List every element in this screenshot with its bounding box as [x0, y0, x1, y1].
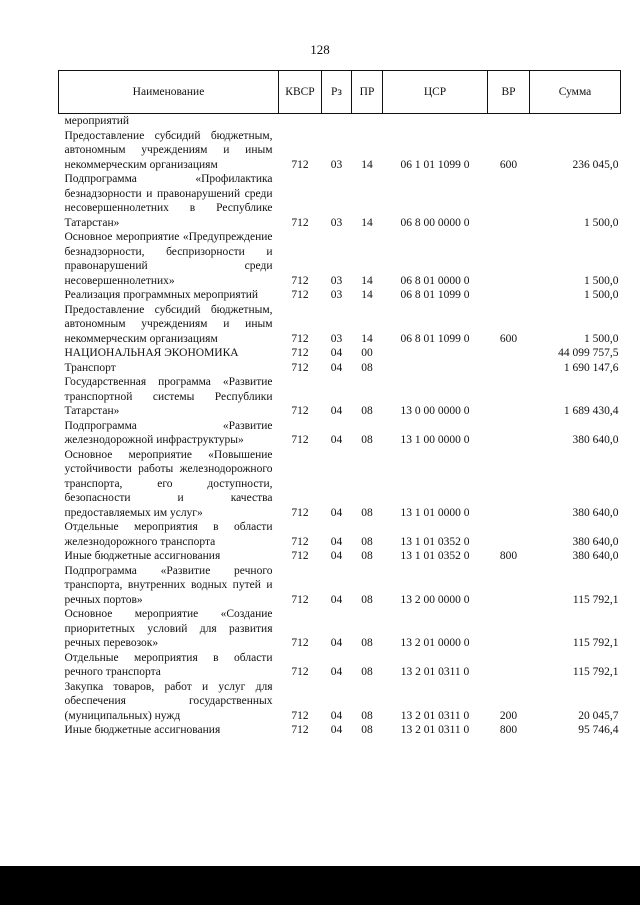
cell-kvsr: 712: [291, 434, 309, 446]
cell-rz: 03: [330, 216, 343, 229]
cell-pr: 08: [361, 593, 373, 606]
table-header: [59, 71, 621, 114]
table-row: [59, 114, 621, 129]
cell-vr: 200: [499, 709, 518, 722]
cell-sum: 380 640,0: [572, 550, 619, 562]
table-row: [59, 520, 621, 549]
cell-rz: 03: [330, 289, 343, 301]
cell-csr: 06 1 01 1099 0: [400, 158, 470, 171]
table-row: [59, 361, 621, 376]
cell-kvsr: 712: [291, 289, 309, 301]
cell-sum: 95 746,4: [578, 724, 619, 736]
cell-csr: 13 1 00 0000 0: [400, 434, 470, 446]
cell-name: Отдельные мероприятия в области железнодорожного транспорта: [64, 521, 273, 548]
cell-csr: 13 1 01 0000 0: [400, 506, 470, 519]
cell-pr: 08: [361, 434, 373, 446]
cell-rz: 03: [330, 158, 343, 171]
cell-pr: 08: [361, 535, 373, 548]
cell-pr: 00: [361, 347, 373, 359]
cell-sum: 1 500,0: [584, 274, 619, 287]
table-row: [59, 230, 621, 288]
cell-kvsr: 712: [291, 593, 309, 606]
cell-vr: [488, 114, 530, 129]
cell-rz: 04: [330, 666, 343, 678]
cell-csr: [383, 114, 488, 129]
cell-csr: 13 0 00 0000 0: [400, 405, 470, 417]
cell-pr: 08: [361, 666, 373, 678]
table-row: [59, 723, 621, 738]
cell-rz: 04: [330, 405, 343, 417]
cell-sum: 380 640,0: [572, 434, 619, 446]
cell-kvsr: 712: [291, 666, 309, 678]
header-vr: ВР: [488, 71, 530, 114]
cell-vr: 600: [499, 332, 518, 345]
cell-rz: 04: [330, 724, 343, 736]
cell-kvsr: 712: [291, 274, 309, 287]
cell-sum: 1 500,0: [584, 332, 619, 345]
cell-kvsr: 712: [291, 724, 309, 736]
cell-rz: 03: [330, 274, 343, 287]
cell-csr: 13 1 01 0352 0: [400, 535, 470, 548]
cell-csr: 13 2 01 0000 0: [400, 637, 470, 649]
cell-name: Подпрограмма «Развитие железнодорожной инфраструктуры»: [64, 419, 273, 446]
header-sum: Сумма: [530, 71, 621, 114]
cell-rz: 04: [330, 550, 343, 562]
cell-csr: [383, 346, 488, 361]
cell-rz: 04: [330, 506, 343, 519]
cell-pr: 08: [361, 405, 373, 417]
cell-csr: 06 8 00 0000 0: [400, 216, 470, 229]
cell-csr: 13 2 01 0311 0: [400, 666, 470, 678]
cell-vr: 600: [499, 158, 518, 171]
cell-kvsr: [279, 114, 322, 129]
cell-kvsr: 712: [291, 158, 309, 171]
cell-pr: 14: [361, 289, 373, 301]
cell-sum: 1 500,0: [584, 216, 619, 229]
cell-sum: 115 792,1: [572, 637, 619, 649]
cell-name: Основное мероприятие «Повышение устойчивости работы железнодорожного транспорта, его доступности, безопасности и качества предоставляемых им услуг»: [64, 448, 273, 519]
header-pr: ПР: [352, 71, 383, 114]
cell-sum: 44 099 757,5: [558, 347, 619, 359]
cell-vr: [488, 564, 530, 608]
cell-vr: [488, 172, 530, 230]
cell-csr: 13 2 01 0311 0: [400, 709, 470, 722]
cell-pr: 08: [361, 550, 373, 562]
cell-pr: 08: [361, 709, 373, 722]
cell-name: мероприятий: [64, 115, 130, 127]
cell-csr: 06 8 01 0000 0: [400, 274, 470, 287]
cell-name: Основное мероприятие «Создание приоритетных условий для развития речных перевозок»: [64, 608, 273, 649]
cell-sum: 380 640,0: [572, 506, 619, 519]
cell-kvsr: 712: [291, 550, 309, 562]
cell-kvsr: 712: [291, 506, 309, 519]
cell-rz: 04: [330, 709, 343, 722]
header-name: Наименование: [59, 71, 279, 114]
cell-sum: 115 792,1: [572, 593, 619, 606]
cell-sum: 1 689 430,4: [563, 405, 619, 417]
cell-rz: 03: [330, 332, 343, 345]
cell-vr: 800: [499, 550, 518, 562]
cell-rz: 04: [330, 637, 343, 649]
table-row: [59, 607, 621, 651]
cell-pr: 08: [361, 724, 373, 736]
cell-rz: 04: [330, 593, 343, 606]
cell-pr: 14: [361, 158, 373, 171]
cell-vr: 800: [499, 724, 518, 736]
table-row: [59, 564, 621, 608]
cell-name: Транспорт: [64, 361, 116, 374]
cell-pr: 14: [361, 216, 373, 229]
cell-sum: 20 045,7: [578, 709, 619, 722]
cell-vr: [488, 448, 530, 521]
cell-vr: [488, 346, 530, 361]
cell-pr: 08: [361, 361, 373, 374]
cell-sum: 1 500,0: [584, 289, 619, 301]
cell-rz: 04: [330, 361, 343, 374]
cell-pr: 08: [361, 637, 373, 649]
cell-name: Иные бюджетные ассигнования: [64, 724, 221, 736]
cell-name: Подпрограмма «Профилактика безнадзорности и правонарушений среди несовершеннолетних в Республике Татарстан»: [64, 173, 273, 229]
cell-pr: [352, 114, 383, 129]
cell-pr: 14: [361, 274, 373, 287]
cell-name: Закупка товаров, работ и услуг для обеспечения государственных (муниципальных) нужд: [64, 680, 273, 722]
cell-kvsr: 712: [291, 332, 309, 345]
table-row: [59, 129, 621, 173]
cell-sum: 1 690 147,6: [563, 361, 619, 374]
cell-vr: [488, 607, 530, 651]
cell-name: Предоставление субсидий бюджетным, автономным учреждениям и иным некоммерческим организациям: [64, 303, 273, 345]
table-row: [59, 346, 621, 361]
table-row: [59, 680, 621, 724]
table-row: [59, 549, 621, 564]
cell-csr: [383, 361, 488, 376]
cell-rz: 04: [330, 434, 343, 446]
cell-kvsr: 712: [291, 709, 309, 722]
cell-csr: 06 8 01 1099 0: [400, 332, 470, 345]
cell-sum: 380 640,0: [572, 535, 619, 548]
header-kvsr: КВСР: [279, 71, 322, 114]
cell-name: Государственная программа «Развитие транспортной системы Республики Татарстан»: [64, 376, 273, 417]
cell-csr: 13 1 01 0352 0: [400, 550, 470, 562]
cell-vr: [488, 230, 530, 288]
cell-kvsr: 712: [291, 535, 309, 548]
cell-vr: [488, 361, 530, 376]
cell-sum: 236 045,0: [572, 158, 619, 171]
cell-name: Основное мероприятие «Предупреждение безнадзорности, беспризорности и правонарушений среди несовершеннолетних»: [64, 231, 273, 287]
cell-kvsr: 712: [291, 405, 309, 417]
page-number: 128: [310, 42, 330, 57]
scan-footer-bar: [0, 866, 640, 905]
cell-vr: [488, 520, 530, 549]
cell-vr: [488, 288, 530, 303]
cell-csr: 13 2 00 0000 0: [400, 593, 470, 606]
header-csr: ЦСР: [383, 71, 488, 114]
cell-csr: 13 2 01 0311 0: [400, 724, 470, 736]
cell-name: Отдельные мероприятия в области речного транспорта: [64, 651, 273, 678]
table-row: [59, 419, 621, 448]
cell-name: Подпрограмма «Развитие речного транспорта, внутренних водных путей и речных портов»: [64, 564, 273, 606]
cell-pr: 08: [361, 506, 373, 519]
cell-vr: [488, 651, 530, 680]
cell-rz: [322, 114, 352, 129]
cell-name: НАЦИОНАЛЬНАЯ ЭКОНОМИКА: [64, 347, 239, 359]
cell-kvsr: 712: [291, 361, 309, 374]
cell-pr: 14: [361, 332, 373, 345]
cell-kvsr: 712: [291, 216, 309, 229]
cell-vr: [488, 375, 530, 419]
table-row: [59, 651, 621, 680]
cell-sum: 115 792,1: [572, 666, 619, 678]
table-row: [59, 288, 621, 303]
table-body: [59, 114, 621, 738]
cell-kvsr: 712: [291, 637, 309, 649]
budget-table: [58, 70, 621, 738]
cell-kvsr: 712: [291, 347, 309, 359]
cell-csr: 06 8 01 1099 0: [400, 289, 470, 301]
cell-rz: 04: [330, 535, 343, 548]
table-row: [59, 448, 621, 521]
cell-name: Иные бюджетные ассигнования: [64, 550, 221, 562]
cell-vr: [488, 419, 530, 448]
table-row: [59, 303, 621, 347]
cell-sum: [530, 114, 621, 129]
cell-name: Реализация программных мероприятий: [64, 289, 259, 301]
header-rz: Рз: [322, 71, 352, 114]
cell-name: Предоставление субсидий бюджетным, автономным учреждениям и иным некоммерческим организациям: [64, 129, 273, 171]
table-row: [59, 375, 621, 419]
cell-rz: 04: [330, 347, 343, 359]
table-row: [59, 172, 621, 230]
